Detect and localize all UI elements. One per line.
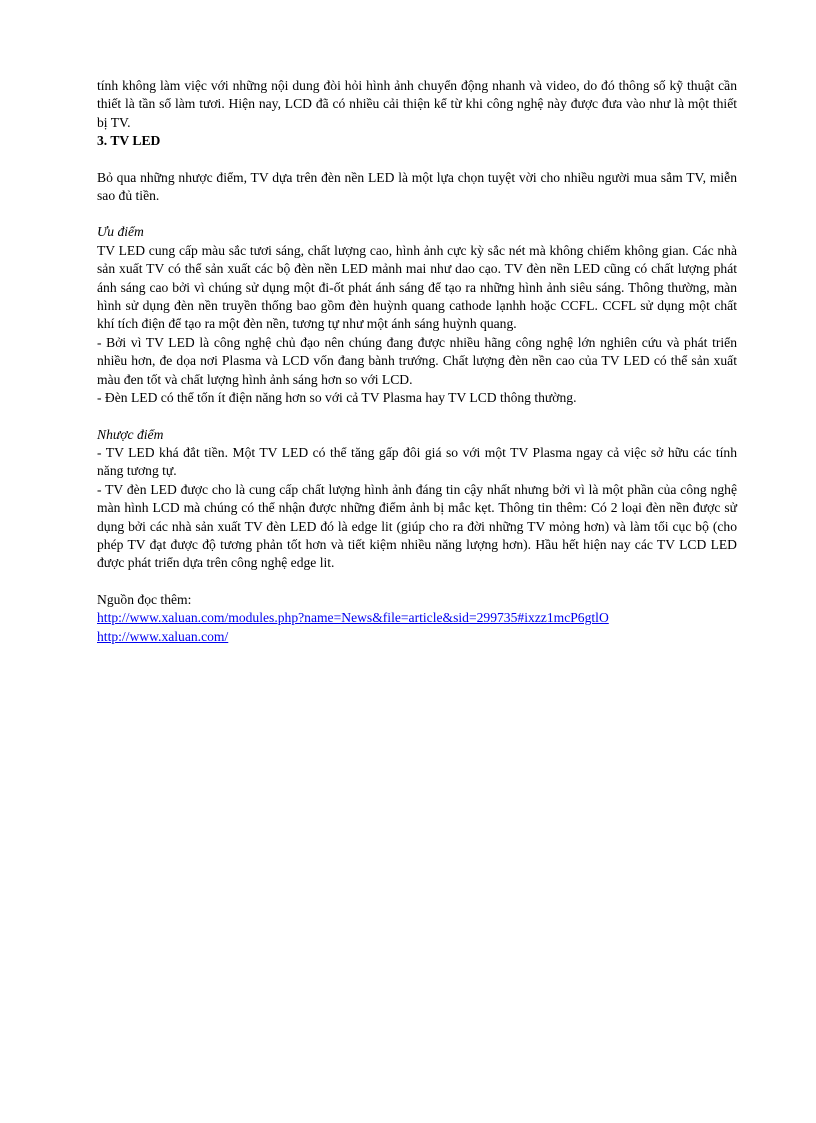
section-heading: 3. TV LED (97, 133, 161, 149)
cons-paragraph-2: - TV đèn LED được cho là cung cấp chất lượng hình ảnh đáng tin cậy nhất nhưng bởi vì là một phần của công nghệ màn hình LCD mà chúng có thể nhận được những điểm ảnh bị mắc kẹt. Thông tin thêm: Có 2 loại đèn nền được sử dụng bởi các nhà sản xuất TV đèn LED đó là edge lit (giúp cho ra đời những TV mỏng hơn) và làm tối cục bộ (cho phép TV đạt được độ tương phản tốt hơn và tiết kiệm nhiều năng lượng hơn). Hầu hết hiện nay các TV LCD LED được phát triển dựa trên công nghệ edge lit. (97, 481, 737, 571)
pros-paragraph-2: - Bởi vì TV LED là công nghệ chủ đạo nên chúng đang được nhiều hãng công nghệ lớn nghiên cứu và phát triển nhiều hơn, đe dọa nơi Plasma và LCD vốn đang bành trướng. Chất lượng đèn nền cao của TV LED có thể sản xuất màu đen tốt và chất lượng hình ảnh sáng hơn so với LCD. (97, 334, 737, 387)
cons-paragraph-1: - TV LED khá đắt tiền. Một TV LED có thể tăng gấp đôi giá so với một TV Plasma ngay cả việc sở hữu các tính năng tương tự. (97, 444, 737, 479)
source-link-2[interactable]: http://www.xaluan.com/ (97, 628, 229, 644)
pros-heading: Ưu điểm (97, 224, 144, 240)
document-page (97, 77, 737, 646)
spacer (97, 151, 737, 169)
pros-paragraph-1: TV LED cung cấp màu sắc tươi sáng, chất lượng cao, hình ảnh cực kỳ sắc nét mà không chiếm không gian. Các nhà sản xuất TV có thể sản xuất các bộ đèn nền LED mảnh mai như dao cạo. TV đèn nền LED cũng có chất lượng phát ánh sáng cao bởi vì chúng sử dụng một đi-ốt phát ánh sáng để tạo ra những hình ảnh siêu sáng. Thông thường, màn hình sử dụng đèn nền truyền thống bao gồm đèn huỳnh quang cathode lạnhh hoặc CCFL. CCFL sử dụng một chất khí tích điện để tạo ra một đèn nền, tương tự như một ánh sáng huỳnh quang. (97, 242, 737, 332)
intro-paragraph: tính không làm việc với những nội dung đòi hỏi hình ảnh chuyển động nhanh và video, do đó thông số kỹ thuật cần thiết là tần số làm tươi. Hiện nay, LCD đã có nhiều cải thiện kể từ khi công nghệ này được đưa vào như là một thiết bị TV. (97, 78, 737, 130)
sources-label: Nguồn đọc thêm: (97, 591, 192, 607)
section-intro-paragraph: Bỏ qua những nhược điểm, TV dựa trên đèn nền LED là một lựa chọn tuyệt vời cho nhiều người mua sắm TV, miễn sao đủ tiền. (97, 169, 737, 204)
cons-heading: Nhược điểm (97, 426, 164, 442)
spacer (97, 408, 737, 426)
source-link-1[interactable]: http://www.xaluan.com/modules.php?name=News&file=article&sid=299735#ixzz1mcP6gtlO (97, 610, 609, 626)
spacer (97, 573, 737, 591)
pros-paragraph-3: - Đèn LED có thể tốn ít điện năng hơn so với cả TV Plasma hay TV LCD thông thường. (97, 390, 577, 406)
spacer (97, 205, 737, 223)
